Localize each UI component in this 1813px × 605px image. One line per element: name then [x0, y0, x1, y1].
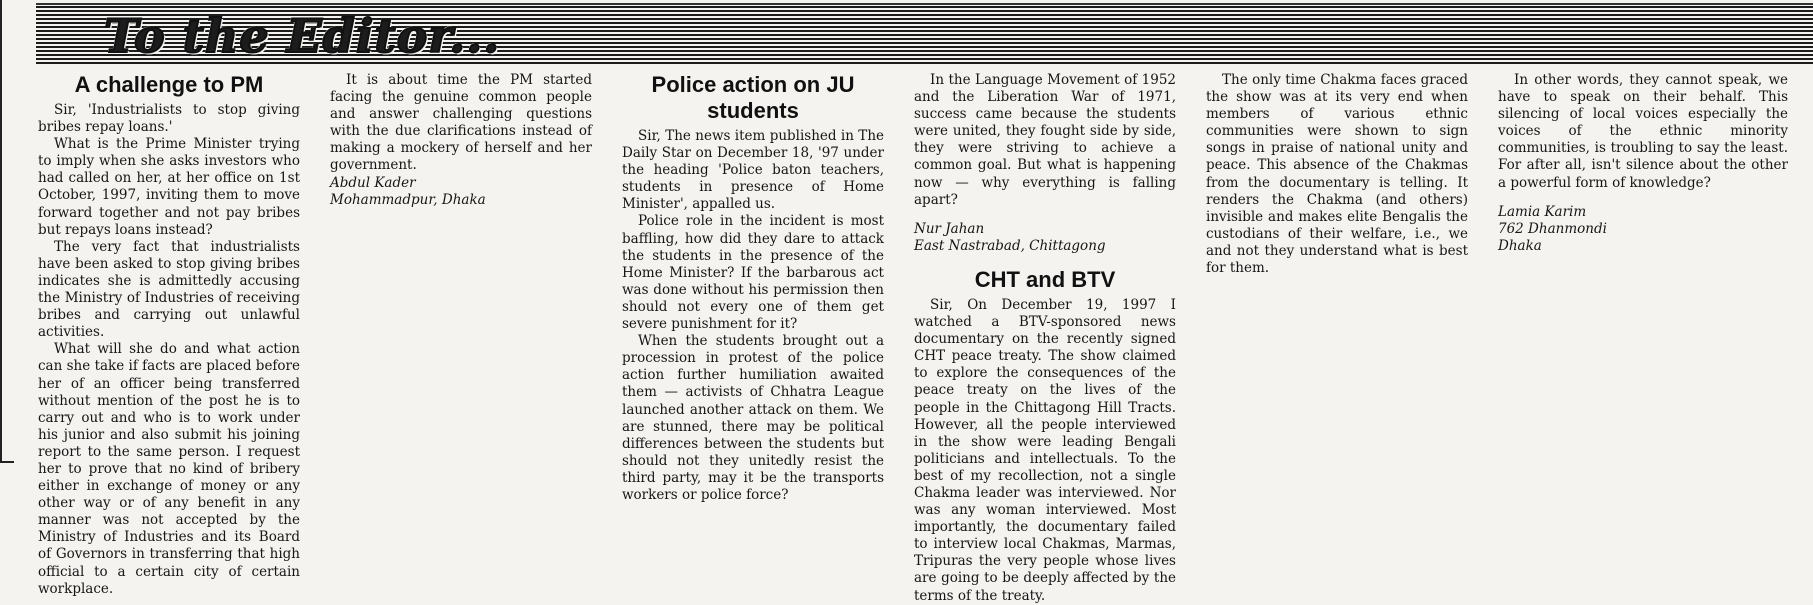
column-2	[330, 72, 592, 477]
letter-1-signature	[330, 175, 592, 209]
column-1	[38, 72, 300, 597]
letter-2-paragraph: Police role in the incident is most baffling, how did they dare to attack the students in the presence of the Home Minister? If the barbarous act was done without his permission then should not every one of them get severe punishment for it?	[622, 213, 884, 333]
letter-1-location: Mohammadpur, Dhaka	[330, 191, 486, 208]
letter-1-paragraph: What will she do and what action can she take if facts are placed before her of an officer being transferred without mention of the post he is to carry out and who is to work under his junior and also submit his joining report to the same person. I request her to prove that no kind of bribery either in exchange of money or any other way or of any benefit in any manner was not accepted by the Ministry of Industries and its Board of Governors in transferring that high official to a certain city of certain workplace.	[38, 341, 300, 597]
letter-3-paragraph: Sir, On December 19, 1997 I watched a BTV-sponsored news documentary on the recently signed CHT peace treaty. The show claimed to explore the consequences of the peace treaty on the lives of the people in the Chittagong Hill Tracts. However, all the people interviewed in the show were leading Bengali politicians and intellectuals. To the best of my recollection, not a single Chakma leader was interviewed. Nor was any woman interviewed. Most importantly, the documentary failed to interview local Chakmas, Marmas, Tripuras the very people whose lives are going to be deeply affected by the terms of the treaty.	[914, 296, 1176, 604]
letter-2-paragraph: In the Language Movement of 1952 and the Liberation War of 1971, success came because the students were united, they fought side by side, they were striving to achieve a common goal. But what is happening now — why everything is falling apart?	[914, 72, 1176, 208]
column-4	[914, 72, 1176, 604]
letter-1-paragraph: Sir, 'Industrialists to stop giving bribes repay loans.'	[38, 102, 300, 136]
letter-1-paragraph: It is about time the PM started facing the genuine common people and answer challenging questions with the due clarifications instead of making a mockery of herself and her government.	[330, 72, 592, 174]
letter-3-address: 762 Dhanmondi	[1498, 220, 1607, 237]
letter-1-headline: A challenge to PM	[74, 72, 264, 97]
letter-2-paragraph: Sir, The news item published in The Daily Star on December 18, '97 under the heading 'Police baton teachers, students in presence of Home Minister', appalled us.	[622, 128, 884, 213]
letter-1-paragraph: The very fact that industrialists have been asked to stop giving bribes indicates she is admittedly accusing the Ministry of Industries of receiving bribes and carrying out unlawful activities.	[38, 238, 300, 341]
letter-1-paragraph: What is the Prime Minister trying to imply when she asks investors who had called on her, at her office on 1st October, 1997, inviting them to move forward together and not pay bribes but repays loans instead?	[38, 136, 300, 238]
letter-3-paragraph: The only time Chakma faces graced the show was at its very end when members of various ethnic communities were shown to sign songs in praise of national unity and peace. This absence of the Chakmas from the documentary is telling. It renders the Chakma (and others) invisible and makes elite Bengalis the custodians of their welfare, i.e., we and not they understand what is best for them.	[1206, 72, 1468, 277]
letter-3-signature	[1498, 204, 1788, 255]
spacer	[1498, 192, 1788, 204]
spacer	[914, 255, 1176, 267]
letter-3-city: Dhaka	[1498, 237, 1542, 254]
letter-3-paragraph: In other words, they cannot speak, we have to speak on their behalf. This silencing of local voices especially the voices of the ethnic minority communities, is troubling to say the least. For after all, isn't silence about the other a powerful form of knowledge?	[1498, 72, 1788, 191]
top-border-rule	[36, 3, 1813, 5]
column-3	[622, 72, 884, 503]
bottom-border-rule	[0, 461, 14, 463]
left-border-rule	[0, 0, 2, 463]
section-title: To the Editor...	[104, 9, 501, 63]
column-6	[1498, 72, 1788, 477]
letter-1-author: Abdul Kader	[330, 174, 416, 191]
section-banner	[36, 6, 1813, 64]
letter-2-location: East Nastrabad, Chittagong	[914, 237, 1106, 254]
letter-2-headline: Police action on JU students	[651, 72, 855, 123]
spacer	[914, 209, 1176, 221]
letter-3-headline: CHT and BTV	[974, 266, 1116, 292]
letter-2-author: Nur Jahan	[914, 220, 985, 237]
letter-2-signature	[914, 221, 1176, 255]
letter-3-author: Lamia Karim	[1498, 203, 1587, 220]
letter-2-paragraph: When the students brought out a procession in protest of the police action further humiliation awaited them — activists of Chhatra League launched another attack on them. We are stunned, there may be political differences between the students but should not they unitedly resist the third party, may it be the transports workers or police force?	[622, 333, 884, 503]
column-5	[1206, 72, 1468, 477]
